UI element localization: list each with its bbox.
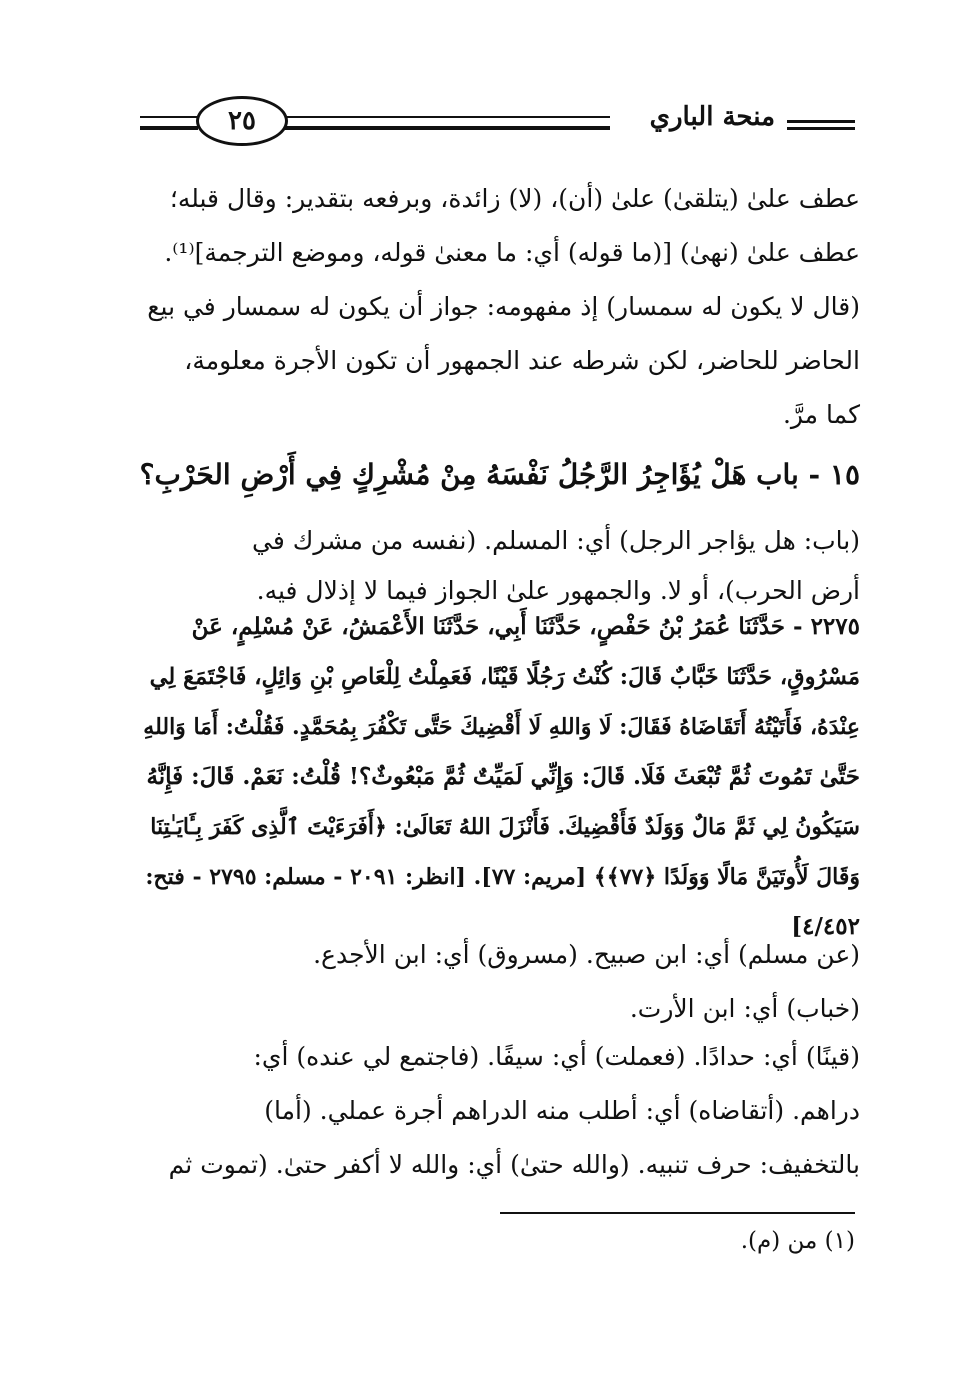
text-line: كما مرَّ.: [782, 400, 860, 429]
hadith-line: سَيَكُونُ لِي ثَمَّ مَالٌ وَوَلَدٌ فَأَقْضِيكَ. فَأَنْزَلَ اللهُ تَعَالَىٰ: ﴿أَفَرَءَيْتَ ٱلَّذِى كَفَرَ بِـَٔايَـٰتِنَا: [150, 814, 860, 840]
text-line: الحاضر للحاضر، لكن شرطه عند الجمهور أن تكون الأجرة معلومة،: [184, 346, 860, 375]
text-line: عطف علىٰ (يتلقىٰ) علىٰ (أن)، (لا) زائدة، وبرفعه بتقدير: وقال قبله؛: [169, 184, 860, 213]
text-line: بالتخفيف: حرف تنبيه. (والله حتىٰ) أي: والله لا أكفر حتىٰ. (تموت ثم: [168, 1150, 860, 1179]
text-line: (عن مسلم) أي: ابن صبيح. (مسروق) أي: ابن الأجدع.: [313, 940, 860, 969]
footnote: (١) من (م).: [740, 1228, 855, 1254]
paragraph-commentary-3: [140, 928, 860, 1036]
text-line: (باب: هل يؤاجر الرجل) أي: المسلم. (نفسه من مشرك في: [252, 526, 860, 555]
book-title: منحة الباري: [649, 102, 775, 132]
paragraph-commentary-1: [140, 172, 860, 442]
hadith-text: [140, 602, 860, 952]
text-line: دراهم. (أتقاضاه) أي: أطلب منه الدراهم أجرة عملي. (أما): [264, 1096, 860, 1125]
header-rule-middle: [285, 116, 610, 130]
text-line: عطف علىٰ (نهىٰ) [(ما قوله) أي: ما معنىٰ قوله، وموضع الترجمة]⁽¹⁾.: [164, 238, 860, 267]
text-line: (قينًا) أي: حدادًا. (فعملت) أي: سيفًا. (فاجتمع لي عنده) أي:: [253, 1042, 860, 1071]
page-header: [140, 92, 855, 152]
paragraph-commentary-2: [140, 516, 860, 616]
hadith-line: وَقَالَ لَأُوتَيَنَّ مَالًا وَوَلَدًا ﴿٧٧﴾﴾ [مريم: ٧٧]. [انظر: ٢٠٩١ - مسلم: ٢٧٩٥ - فتح:: [145, 864, 860, 890]
hadith-line: حَتَّىٰ تَمُوتَ ثُمَّ تُبْعَثَ فَلَا. قَالَ: وَإِنِّي لَمَيِّتٌ ثُمَّ مَبْعُوثٌ؟! قُلْتُ: نَعَمْ. قَالَ: فَإِنَّهُ: [146, 763, 860, 790]
text-line: (خباب) أي: ابن الأرت.: [629, 994, 860, 1023]
paragraph-commentary-4: [140, 1030, 860, 1192]
chapter-heading: ١٥ - باب هَلْ يُؤَاجِرُ الرَّجُلُ نَفْسَهُ مِنْ مُشْرِكٍ فِي أَرْضِ الحَرْبِ؟: [139, 458, 860, 491]
hadith-line: ٤/٤٥٢]: [791, 913, 860, 940]
text-line: (قال لا يكون له سمسار) إذ مفهومه: جواز أن يكون له سمسار في بيع: [147, 292, 860, 321]
footnote-divider: [500, 1212, 855, 1214]
text-line: أرض الحرب)، أو لا. والجمهور علىٰ الجواز فيما لا إذلال فيه.: [256, 576, 860, 605]
header-rule-left: [140, 116, 198, 130]
hadith-line: ٢٢٧٥ - حَدَّثَنَا عُمَرُ بْنُ حَفْصٍ، حَدَّثَنَا أَبِي، حَدَّثَنَا الأَعْمَشُ، عَنْ مُسْلِمٍ، عَنْ: [191, 613, 860, 640]
page-number: ٢٥: [196, 96, 288, 146]
hadith-line: عِنْدَهُ، فَأَتَيْتُهُ أَتَقَاضَاهُ فَقَالَ: لَا وَاللهِ لَا أَقْضِيكَ حَتَّى تَكْفُرَ بِمُحَمَّدٍ. فَقُلْتُ: أَمَا وَاللهِ: [143, 714, 860, 740]
hadith-line: مَسْرُوقٍ، حَدَّثَنَا خَبَّابٌ قَالَ: كُنْتُ رَجُلًا قَيْنًا، فَعَمِلْتُ لِلْعَاصِ بْنِ وَائِلٍ، فَاجْتَمَعَ لِي: [149, 664, 860, 690]
header-rule-right: [787, 120, 855, 130]
